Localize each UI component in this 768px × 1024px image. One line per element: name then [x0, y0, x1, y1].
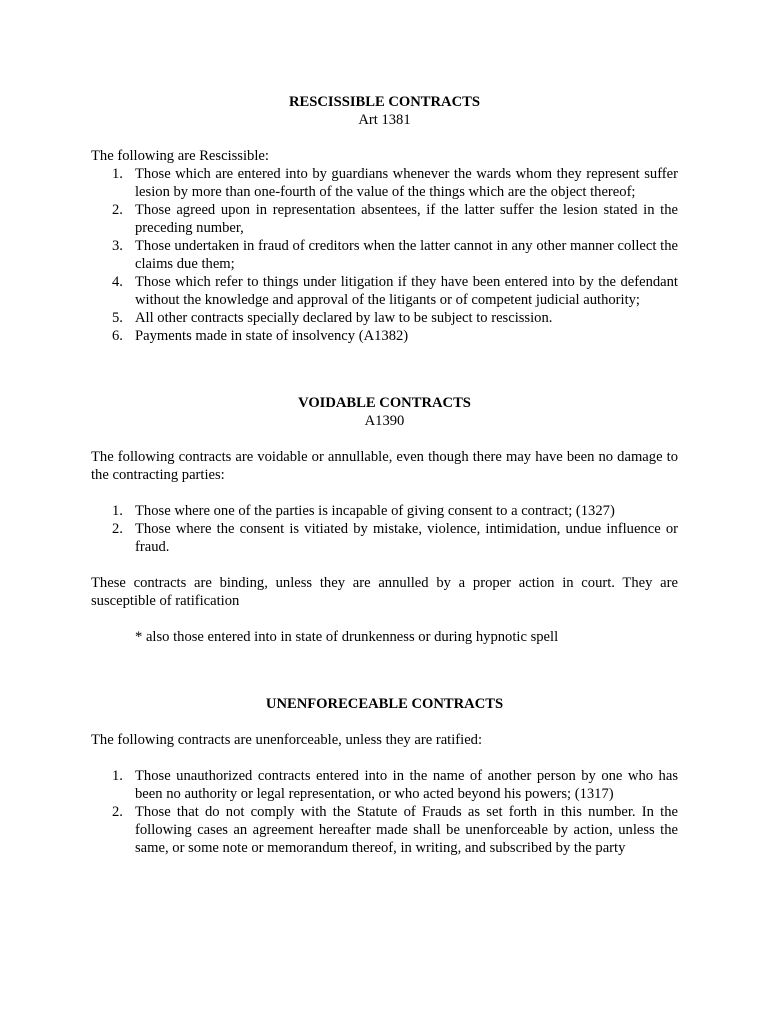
rescissible-intro: The following are Rescissible: [91, 148, 269, 164]
voidable-note: These contracts are binding, unless they are annulled by a proper action in court. They are susceptible of ratification [91, 575, 678, 609]
list-item: 1. Those where one of the parties is incapable of giving consent to a contract; (1327) [112, 503, 615, 519]
list-item: 5. All other contracts specially declared by law to be subject to rescission. [112, 310, 553, 326]
voidable-intro: The following contracts are voidable or annullable, even though there may have been no damage to the contracting parties: [91, 449, 678, 483]
unenforceable-intro: The following contracts are unenforceable, unless they are ratified: [91, 732, 483, 748]
unenforceable-list [91, 767, 678, 857]
document-body [91, 93, 678, 857]
list-item: 4. Those which refer to things under litigation if they have been entered into by the defendant without the knowledge and approval of the litigants or of competent judicial authority; [112, 274, 678, 308]
list-item: 3. Those undertaken in fraud of creditors when the latter cannot in any other manner collect the claims due them; [112, 238, 678, 272]
rescissible-article: Art 1381 [358, 112, 411, 128]
list-item: 2. Those that do not comply with the Statute of Frauds as set forth in this number. In the following cases an agreement hereafter made shall be unenforceable by action, unless the same, or some note or memorandum thereof, in writing, and subscribed by the party [112, 804, 678, 856]
rescissible-list [91, 165, 678, 345]
list-item: 1. Those which are entered into by guardians whenever the wards whom they represent suffer lesion by more than one-fourth of the value of the things which are the object thereof; [112, 166, 678, 200]
voidable-article: A1390 [364, 413, 405, 429]
unenforceable-heading: UNENFORECEABLE CONTRACTS [265, 696, 504, 712]
list-item: 2. Those agreed upon in representation absentees, if the latter suffer the lesion stated in the preceding number, [112, 202, 678, 236]
list-item: 1. Those unauthorized contracts entered into in the name of another person by one who has been no authority or legal representation, or who acted beyond his powers; (1317) [112, 768, 678, 802]
voidable-heading: VOIDABLE CONTRACTS [298, 395, 471, 411]
voidable-list [91, 502, 678, 556]
list-item: 2. Those where the consent is vitiated by mistake, violence, intimidation, undue influence or fraud. [112, 521, 678, 555]
list-item: 6. Payments made in state of insolvency (A1382) [112, 328, 409, 344]
voidable-footnote: * also those entered into in state of drunkenness or during hypnotic spell [135, 629, 559, 645]
rescissible-heading: RESCISSIBLE CONTRACTS [288, 94, 480, 110]
